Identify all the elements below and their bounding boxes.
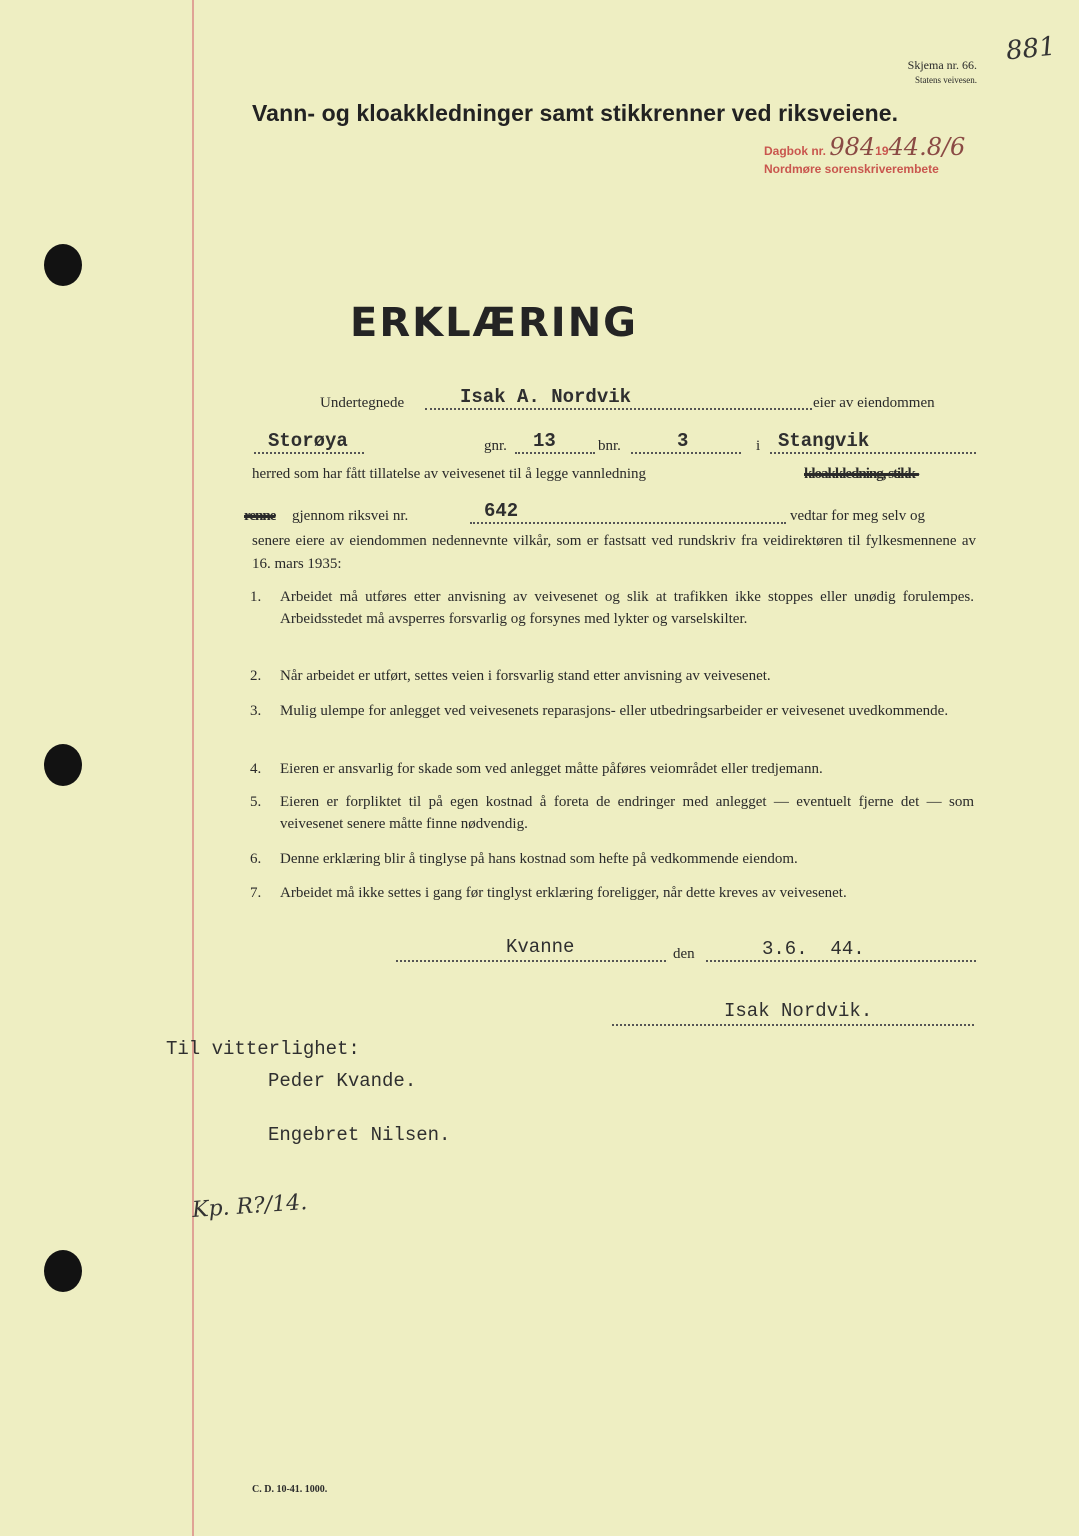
condition-text: Arbeidet må ikke settes i gang før tinglyst erklæring foreligger, når dette kreves av veivesenet. (280, 885, 847, 901)
owner-dotted-line (425, 408, 812, 410)
document-title: ERKLÆRING (350, 300, 638, 346)
bnr-value: 3 (677, 430, 689, 452)
witness-name: Engebret Nilsen. (268, 1124, 451, 1146)
signature-dotted-line (612, 1024, 974, 1026)
signature-place: Kvanne (506, 936, 575, 958)
gnr-value: 13 (533, 430, 556, 452)
riksvei-number: 642 (484, 500, 519, 522)
owner-name: Isak A. Nordvik (460, 386, 632, 408)
condition-text: Når arbeidet er utført, settes veien i forsvarlig stand etter anvisning av veivesenet. (280, 668, 771, 684)
condition-text: Arbeidet må utføres etter anvisning av veivesenet og slik at trafikken ikke stoppes eller unødig forulempes. Arbeidsstedet må avsperres forsvarlig og forsynes med lykter og varselskilter. (280, 589, 974, 627)
margin-line (192, 0, 194, 1536)
property-name: Storøya (268, 430, 348, 452)
form-code: C. D. 10-41. 1000. (252, 1484, 328, 1495)
punch-hole-middle (44, 744, 82, 786)
vedtar-text: vedtar for meg selv og (790, 508, 925, 524)
condition-number: 4. (250, 761, 262, 777)
condition-number: 6. (250, 851, 262, 867)
condition-number: 5. (250, 794, 262, 810)
date-note: 8/6 (926, 133, 966, 161)
undertegnede-label: Undertegnede (320, 395, 405, 411)
herred-text: herred som har fått tillatelse av veivesenet til å legge vannledning (252, 466, 647, 482)
intro-paragraph: senere eiere av eiendommen nedennevnte vilkår, som er fastsatt ved rundskriv fra veidirektøren til fylkesmennene av 16. mars 1935: (252, 533, 976, 572)
punch-hole-top (44, 244, 82, 286)
municipality: Stangvik (778, 430, 870, 452)
dagbok-number: 984 (829, 133, 876, 161)
year-prefix: 19 (875, 144, 889, 158)
schema-number: Skjema nr. 66. (907, 58, 977, 72)
gnr-dotted-line (515, 452, 595, 454)
condition-text: Eieren er forpliktet til på egen kostnad å foreta de endringer med anlegget — eventuelt fjerne det — som veivesenet senere måtte finne nødvendig. (280, 794, 974, 832)
riksvei-dotted-line (470, 522, 786, 524)
condition-number: 2. (250, 668, 262, 684)
condition-number: 3. (250, 703, 262, 719)
den-label: den (673, 946, 695, 962)
witness-name: Peder Kvande. (268, 1070, 417, 1092)
page-number: 881 (1004, 31, 1058, 67)
bnr-label: bnr. (598, 438, 621, 454)
dagbok-label: Dagbok nr. (764, 144, 827, 158)
handwritten-annotation: Kp. R?/14. (191, 1190, 308, 1223)
punch-hole-bottom (44, 1250, 82, 1292)
bnr-dotted-line (631, 452, 741, 454)
schema-info (908, 58, 977, 88)
document-heading: Vann- og kloakkledninger samt stikkrenner ved riksveiene. (252, 100, 899, 126)
condition-text: Eieren er ansvarlig for skade som ved anlegget måtte påføres veiområdet eller tredjemann. (280, 761, 823, 777)
office-name: Nordmøre sorenskriverembete (764, 162, 939, 176)
witness-heading: Til vitterlighet: (166, 1038, 360, 1060)
schema-issuer: Statens veivesen. (915, 75, 977, 85)
eier-label: eier av eiendommen (813, 395, 935, 411)
date-dotted-line (706, 960, 976, 962)
i-label: i (756, 438, 761, 454)
condition-text: Denne erklæring blir å tinglyse på hans kostnad som hefte på vedkommende eiendom. (280, 851, 798, 867)
struck-text-2: renne (244, 508, 276, 524)
property-dotted-line (254, 452, 364, 454)
gjennom-label: gjennom riksvei nr. (292, 508, 409, 524)
condition-number: 1. (250, 589, 262, 605)
condition-number: 7. (250, 885, 262, 901)
place-dotted-line (396, 960, 666, 962)
signer-name: Isak Nordvik. (724, 1000, 873, 1022)
gnr-label: gnr. (484, 438, 507, 454)
registry-stamp (764, 133, 966, 178)
year-suffix: 44. (888, 133, 927, 161)
municipality-dotted-line (770, 452, 976, 454)
signature-date: 3.6. 44. (762, 938, 865, 960)
condition-text: Mulig ulempe for anlegget ved veivesenets reparasjons- eller utbedringsarbeider er veivesenet uvedkommende. (280, 703, 949, 719)
struck-text-1: kloakkledning, stikk- (804, 466, 919, 482)
